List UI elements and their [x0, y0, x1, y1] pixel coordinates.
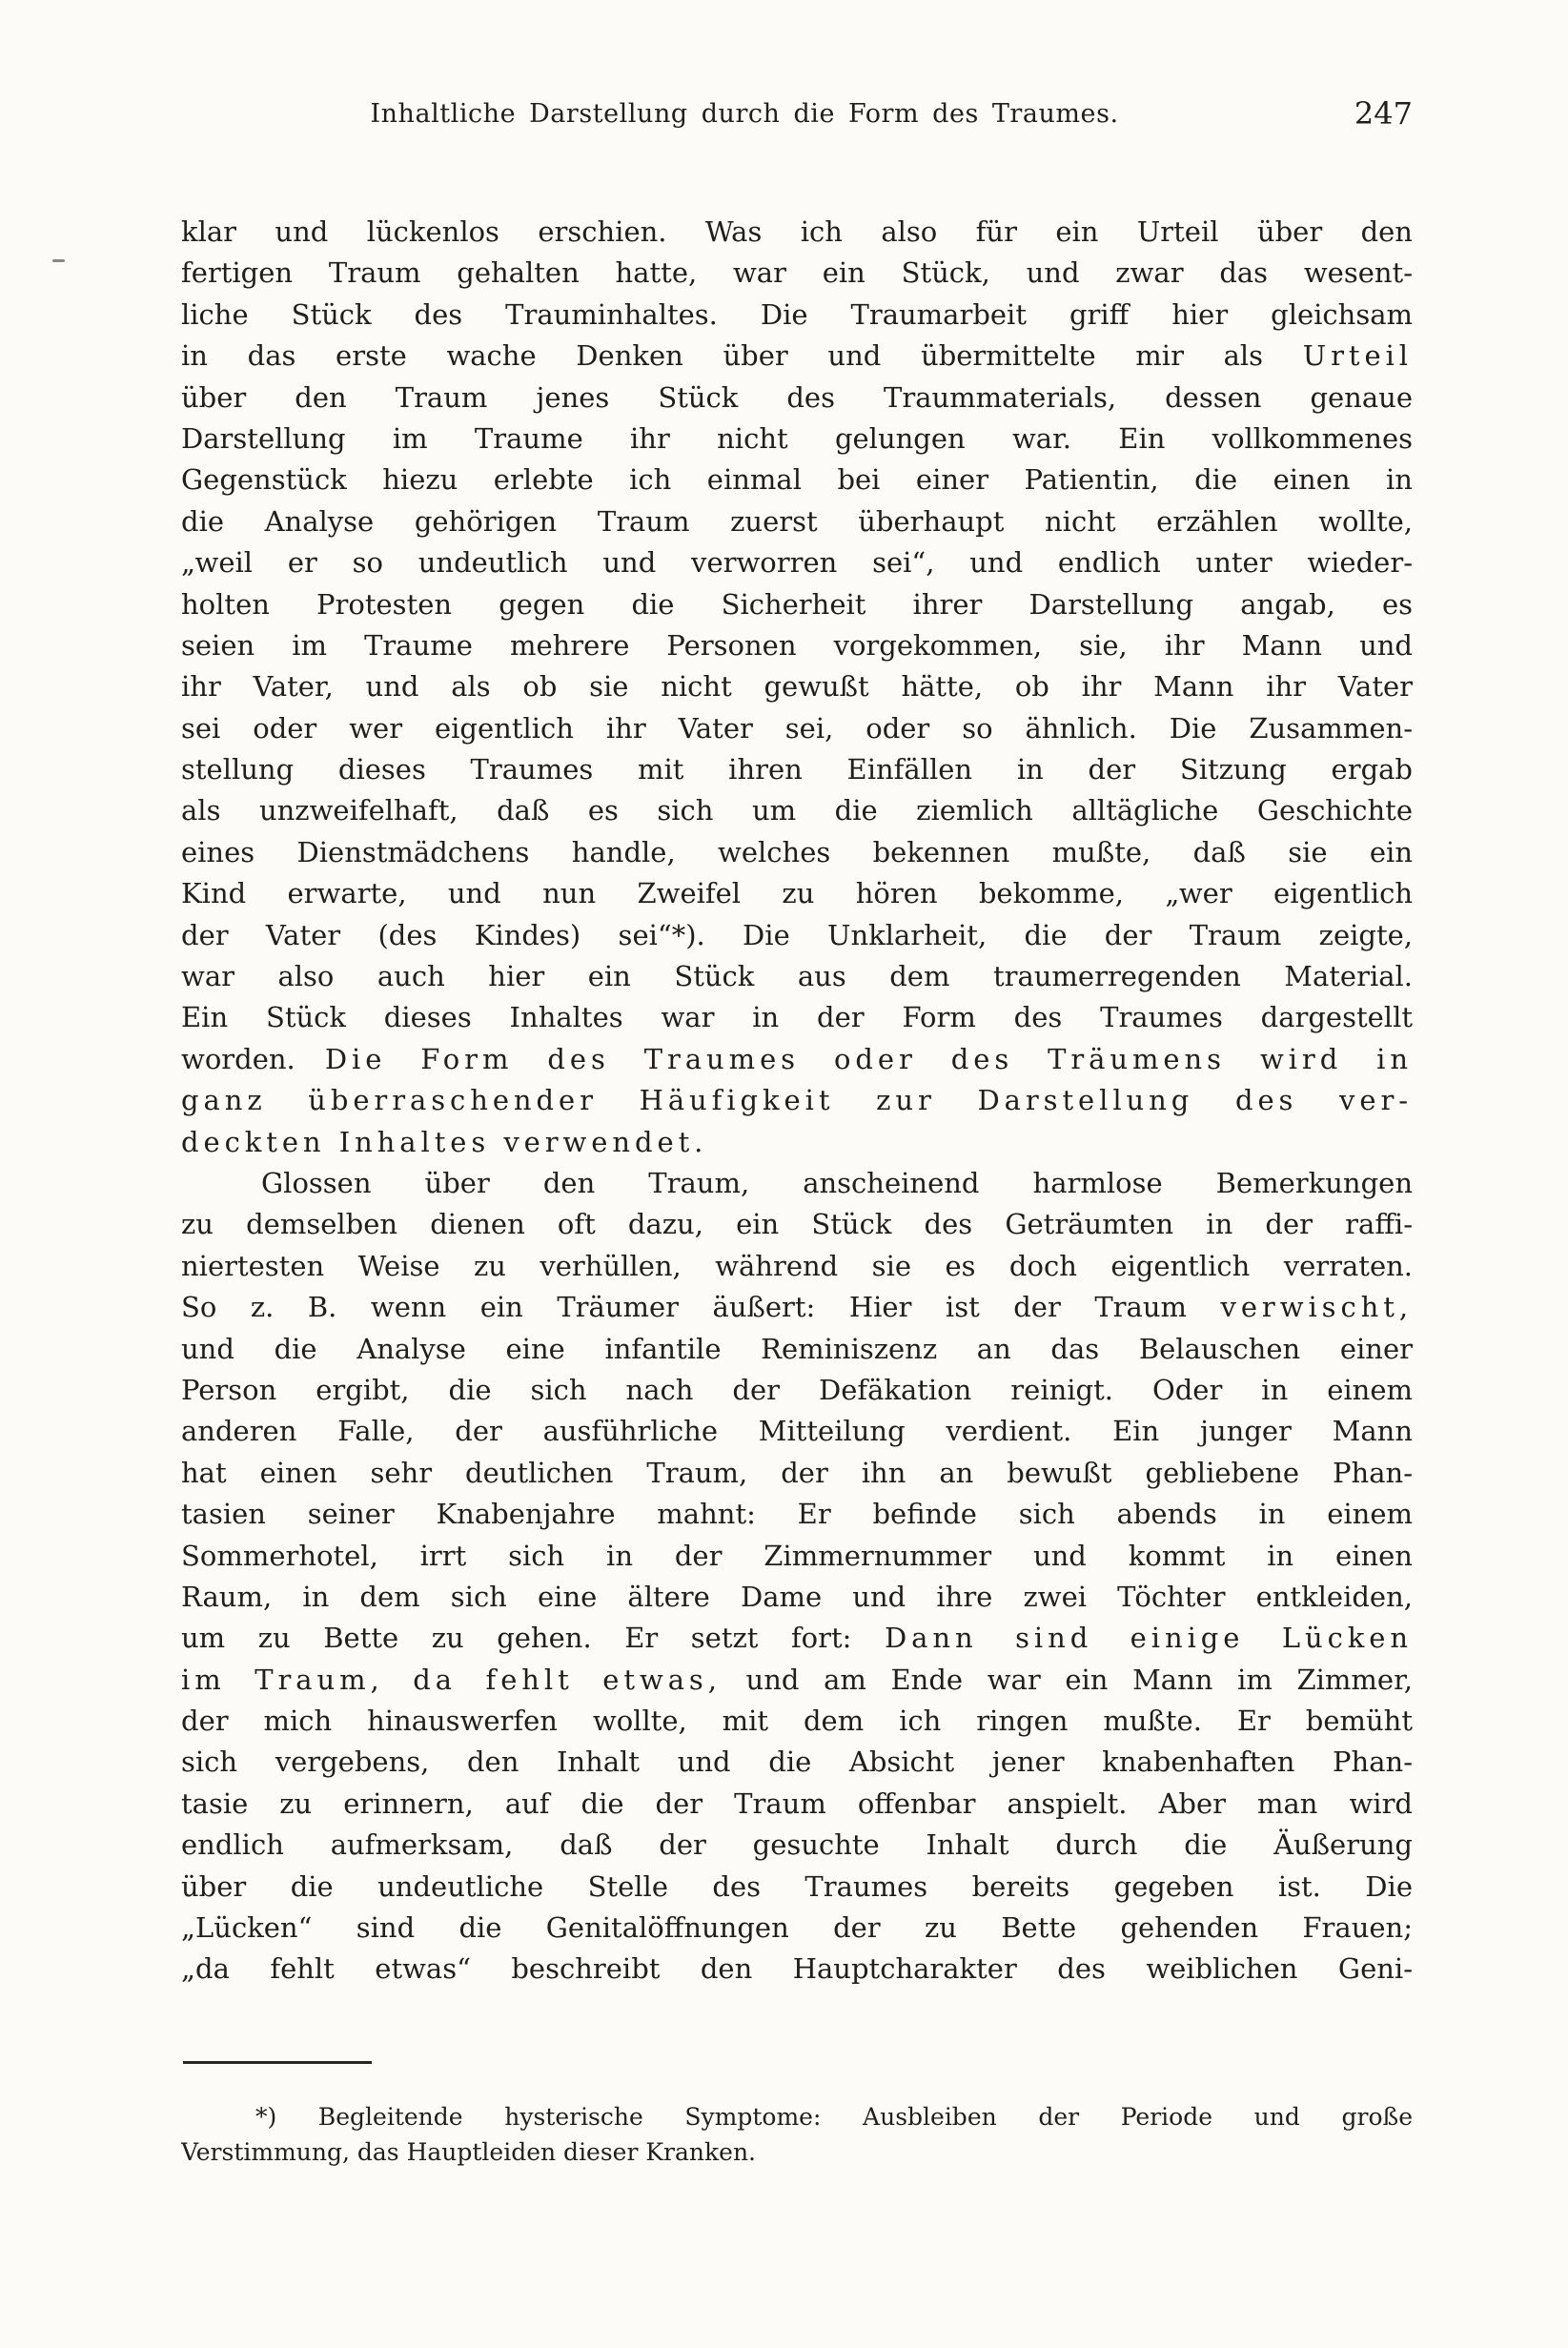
text-line: [181, 1370, 1413, 1411]
text-segment: seien im Traume mehrere Personen vorgekommen, sie, ihr Mann und: [181, 628, 1413, 662]
text-line: [181, 1784, 1413, 1825]
text-line: [181, 212, 1413, 253]
text-segment: Raum, in dem sich eine ältere Dame und ihre zwei Töchter entkleiden,: [181, 1580, 1413, 1613]
text-segment: Kind erwarte, und nun Zweifel zu hören bekomme, „wer eigentlich: [181, 877, 1413, 910]
text-segment: die Analyse gehörigen Traum zuerst überhaupt nicht erzählen wollte,: [181, 504, 1413, 538]
text-segment: über die undeutliche Stelle des Traumes bereits gegeben ist. Die: [181, 1869, 1413, 1903]
emphasized-text: Dann sind einige Lücken: [884, 1622, 1413, 1655]
text-segment: anderen Falle, der ausführliche Mitteilung verdient. Ein junger Mann: [181, 1415, 1413, 1448]
text-segment: sich vergebens, den Inhalt und die Absicht jener knabenhaften Phan-: [181, 1746, 1413, 1779]
emphasized-text: Urteil: [1302, 339, 1413, 373]
text-segment: über den Traum jenes Stück des Traummaterials, dessen genaue: [181, 380, 1413, 414]
text-line: [181, 1536, 1413, 1577]
text-line: [181, 1163, 1413, 1204]
text-segment: Sommerhotel, irrt sich in der Zimmernummer und kommt in einen: [181, 1539, 1413, 1572]
text-segment: *) Begleitende hysterische Symptome: Ausbleiben der Periode und große: [255, 2103, 1413, 2131]
text-line: [181, 790, 1413, 831]
text-line: [181, 956, 1413, 997]
text-line: [181, 625, 1413, 666]
text-segment: „da fehlt etwas“ beschreibt den Hauptcharakter des weiblichen Geni-: [181, 1952, 1413, 1986]
running-head: [181, 95, 1413, 133]
text-segment: Ein Stück dieses Inhaltes war in der Form des Traumes dargestellt: [181, 1001, 1413, 1034]
text-segment: in das erste wache Denken über und übermittelte mir als: [181, 339, 1303, 373]
text-segment: Person ergibt, die sich nach der Defäkation reinigt. Oder in einem: [181, 1373, 1413, 1406]
text-segment: tasien seiner Knabenjahre mahnt: Er befinde sich abends in einem: [181, 1498, 1413, 1531]
text-line: [181, 1039, 1413, 1080]
footnote-divider: [183, 2061, 372, 2064]
text-segment: sei oder wer eigentlich ihr Vater sei, oder so ähnlich. Die Zusammen-: [181, 711, 1413, 745]
text-line: [181, 378, 1413, 419]
text-line: [181, 915, 1413, 956]
text-line: [181, 1494, 1413, 1535]
text-line: [181, 1453, 1413, 1494]
text-line: [181, 2099, 1413, 2134]
text-segment: der mich hinauswerfen wollte, mit dem ich ringen mußte. Er bemüht: [181, 1705, 1413, 1738]
text-segment: niertesten Weise zu verhüllen, während sie es doch eigentlich verraten.: [181, 1249, 1413, 1282]
emphasized-text: im Traum, da fehlt etwas,: [181, 1663, 722, 1696]
text-segment: eines Dienstmädchens handle, welches bekennen mußte, daß sie ein: [181, 835, 1413, 868]
text-segment: endlich aufmerksam, daß der gesuchte Inhalt durch die Äußerung: [181, 1828, 1413, 1862]
text-line: [181, 419, 1413, 459]
body-text: [181, 212, 1413, 1991]
text-line: [181, 542, 1413, 583]
text-line: [181, 2134, 1413, 2170]
text-line: [181, 1577, 1413, 1618]
text-segment: und am Ende war ein Mann im Zimmer,: [721, 1663, 1413, 1696]
text-segment: ihr Vater, und als ob sie nicht gewußt hätte, ob ihr Mann ihr Vater: [181, 670, 1413, 704]
text-line: [181, 1411, 1413, 1452]
emphasized-text: deckten Inhaltes verwendet.: [181, 1125, 708, 1158]
text-segment: holten Protesten gegen die Sicherheit ihrer Darstellung angab, es: [181, 587, 1413, 621]
text-line: [181, 1908, 1413, 1949]
text-line: [181, 1122, 1413, 1163]
text-line: [181, 708, 1413, 749]
text-segment: „weil er so undeutlich und verworren sei“, und endlich unter wieder-: [181, 546, 1413, 580]
text-line: [181, 459, 1413, 500]
text-segment: der Vater (des Kindes) sei“*). Die Unklarheit, die der Traum zeigte,: [181, 918, 1413, 951]
text-line: [181, 1742, 1413, 1783]
text-segment: stellung dieses Traumes mit ihren Einfällen in der Sitzung ergab: [181, 753, 1413, 786]
text-segment: Gegenstück hiezu erlebte ich einmal bei einer Patientin, die einen in: [181, 463, 1413, 497]
text-segment: „Lücken“ sind die Genitalöffnungen der zu Bette gehenden Frauen;: [181, 1911, 1413, 1945]
page-number: 247: [1354, 95, 1413, 132]
text-line: [181, 1246, 1413, 1287]
text-line: [181, 1080, 1413, 1121]
text-segment: So z. B. wenn ein Träumer äußert: Hier ist der Traum: [181, 1291, 1221, 1324]
text-segment: tasie zu erinnern, auf die der Traum offenbar anspielt. Aber man wird: [181, 1787, 1413, 1820]
text-segment: Verstimmung, das Hauptleiden dieser Kranken.: [181, 2138, 757, 2166]
text-segment: als unzweifelhaft, daß es sich um die ziemlich alltägliche Geschichte: [181, 794, 1413, 827]
text-line: [181, 997, 1413, 1038]
running-head-title: Inhaltliche Darstellung durch die Form des Traumes.: [370, 99, 1119, 129]
text-line: [181, 1287, 1413, 1328]
text-line: [181, 1204, 1413, 1245]
text-segment: worden.: [181, 1042, 325, 1075]
emphasized-text: ganz überraschender Häufigkeit zur Darstellung des ver-: [181, 1084, 1413, 1117]
text-segment: klar und lückenlos erschien. Was ich also für ein Urteil über den: [181, 215, 1413, 248]
text-line: [181, 584, 1413, 625]
text-segment: war also auch hier ein Stück aus dem traumerregenden Material.: [181, 960, 1413, 993]
text-line: [181, 873, 1413, 914]
text-line: [181, 1825, 1413, 1866]
text-segment: um zu Bette zu gehen. Er setzt fort:: [181, 1622, 885, 1655]
text-line: [181, 295, 1413, 336]
text-line: [181, 1701, 1413, 1742]
text-line: [181, 1660, 1413, 1701]
emphasized-text: Die Form des Traumes oder des Träumens wird in: [324, 1042, 1413, 1075]
text-line: [181, 1949, 1413, 1990]
scan-artifact-mark: [52, 259, 65, 262]
text-line: [181, 832, 1413, 873]
text-line: [181, 1867, 1413, 1908]
text-segment: Darstellung im Traume ihr nicht gelungen war. Ein vollkommenes: [181, 421, 1413, 455]
text-segment: und die Analyse eine infantile Reminiszenz an das Belauschen einer: [181, 1332, 1413, 1365]
text-segment: fertigen Traum gehalten hatte, war ein Stück, und zwar das wesent-: [181, 256, 1413, 290]
text-segment: zu demselben dienen oft dazu, ein Stück des Geträumten in der raffi-: [181, 1208, 1413, 1241]
text-line: [181, 666, 1413, 707]
emphasized-text: verwischt,: [1220, 1291, 1413, 1324]
text-line: [181, 749, 1413, 790]
footnote-text: [181, 2099, 1413, 2170]
text-line: [181, 1618, 1413, 1659]
text-line: [181, 1329, 1413, 1370]
text-line: [181, 501, 1413, 542]
text-segment: Glossen über den Traum, anscheinend harmlose Bemerkungen: [261, 1166, 1413, 1199]
text-segment: liche Stück des Trauminhaltes. Die Traumarbeit griff hier gleichsam: [181, 297, 1413, 331]
text-line: [181, 253, 1413, 294]
text-segment: hat einen sehr deutlichen Traum, der ihn an bewußt gebliebene Phan-: [181, 1456, 1413, 1489]
text-line: [181, 336, 1413, 377]
